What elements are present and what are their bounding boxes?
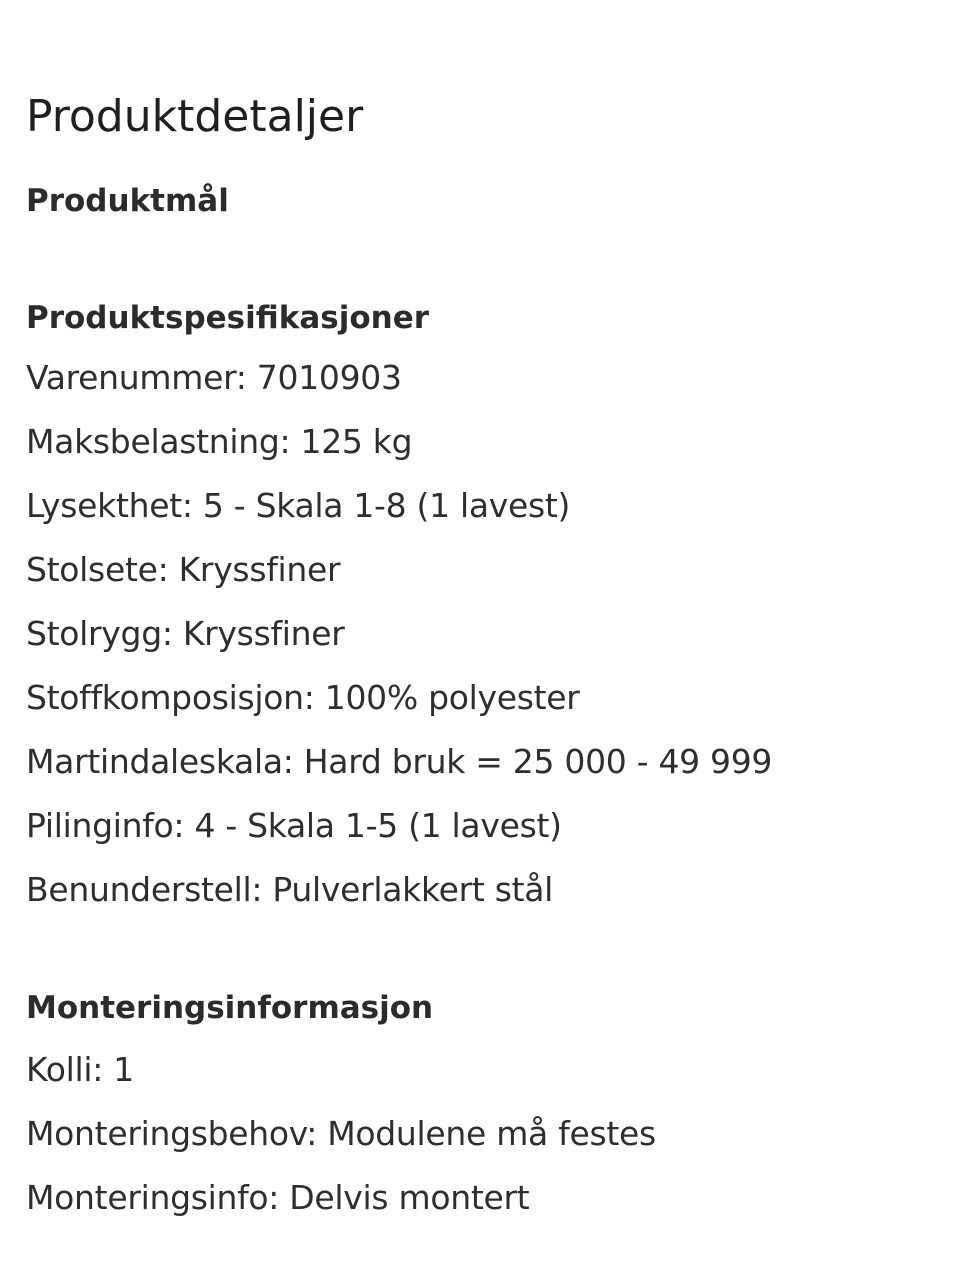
assembly-info: Monteringsinfo: Delvis montert (26, 1178, 530, 1217)
spec-fabric: Stoffkomposisjon: 100% polyester (26, 678, 580, 717)
spec-back: Stolrygg: Kryssfiner (26, 614, 345, 653)
spec-light-fastness: Lysekthet: 5 - Skala 1-8 (1 lavest) (26, 486, 571, 525)
spec-item-number: Varenummer: 7010903 (26, 358, 402, 397)
page-title: Produktdetaljer (26, 91, 364, 143)
spec-pilling: Pilinginfo: 4 - Skala 1-5 (1 lavest) (26, 806, 562, 845)
spec-martindale: Martindaleskala: Hard bruk = 25 000 - 49 999 (26, 742, 773, 781)
spec-seat: Stolsete: Kryssfiner (26, 550, 341, 589)
assembly-requirement: Monteringsbehov: Modulene må festes (26, 1114, 656, 1153)
spec-max-load: Maksbelastning: 125 kg (26, 422, 413, 461)
section-heading-specifications: Produktspesifikasjoner (26, 300, 430, 336)
section-heading-dimensions: Produktmål (26, 183, 229, 219)
section-heading-assembly: Monteringsinformasjon (26, 990, 434, 1026)
spec-legs: Benunderstell: Pulverlakkert stål (26, 870, 554, 909)
assembly-packages: Kolli: 1 (26, 1050, 134, 1089)
